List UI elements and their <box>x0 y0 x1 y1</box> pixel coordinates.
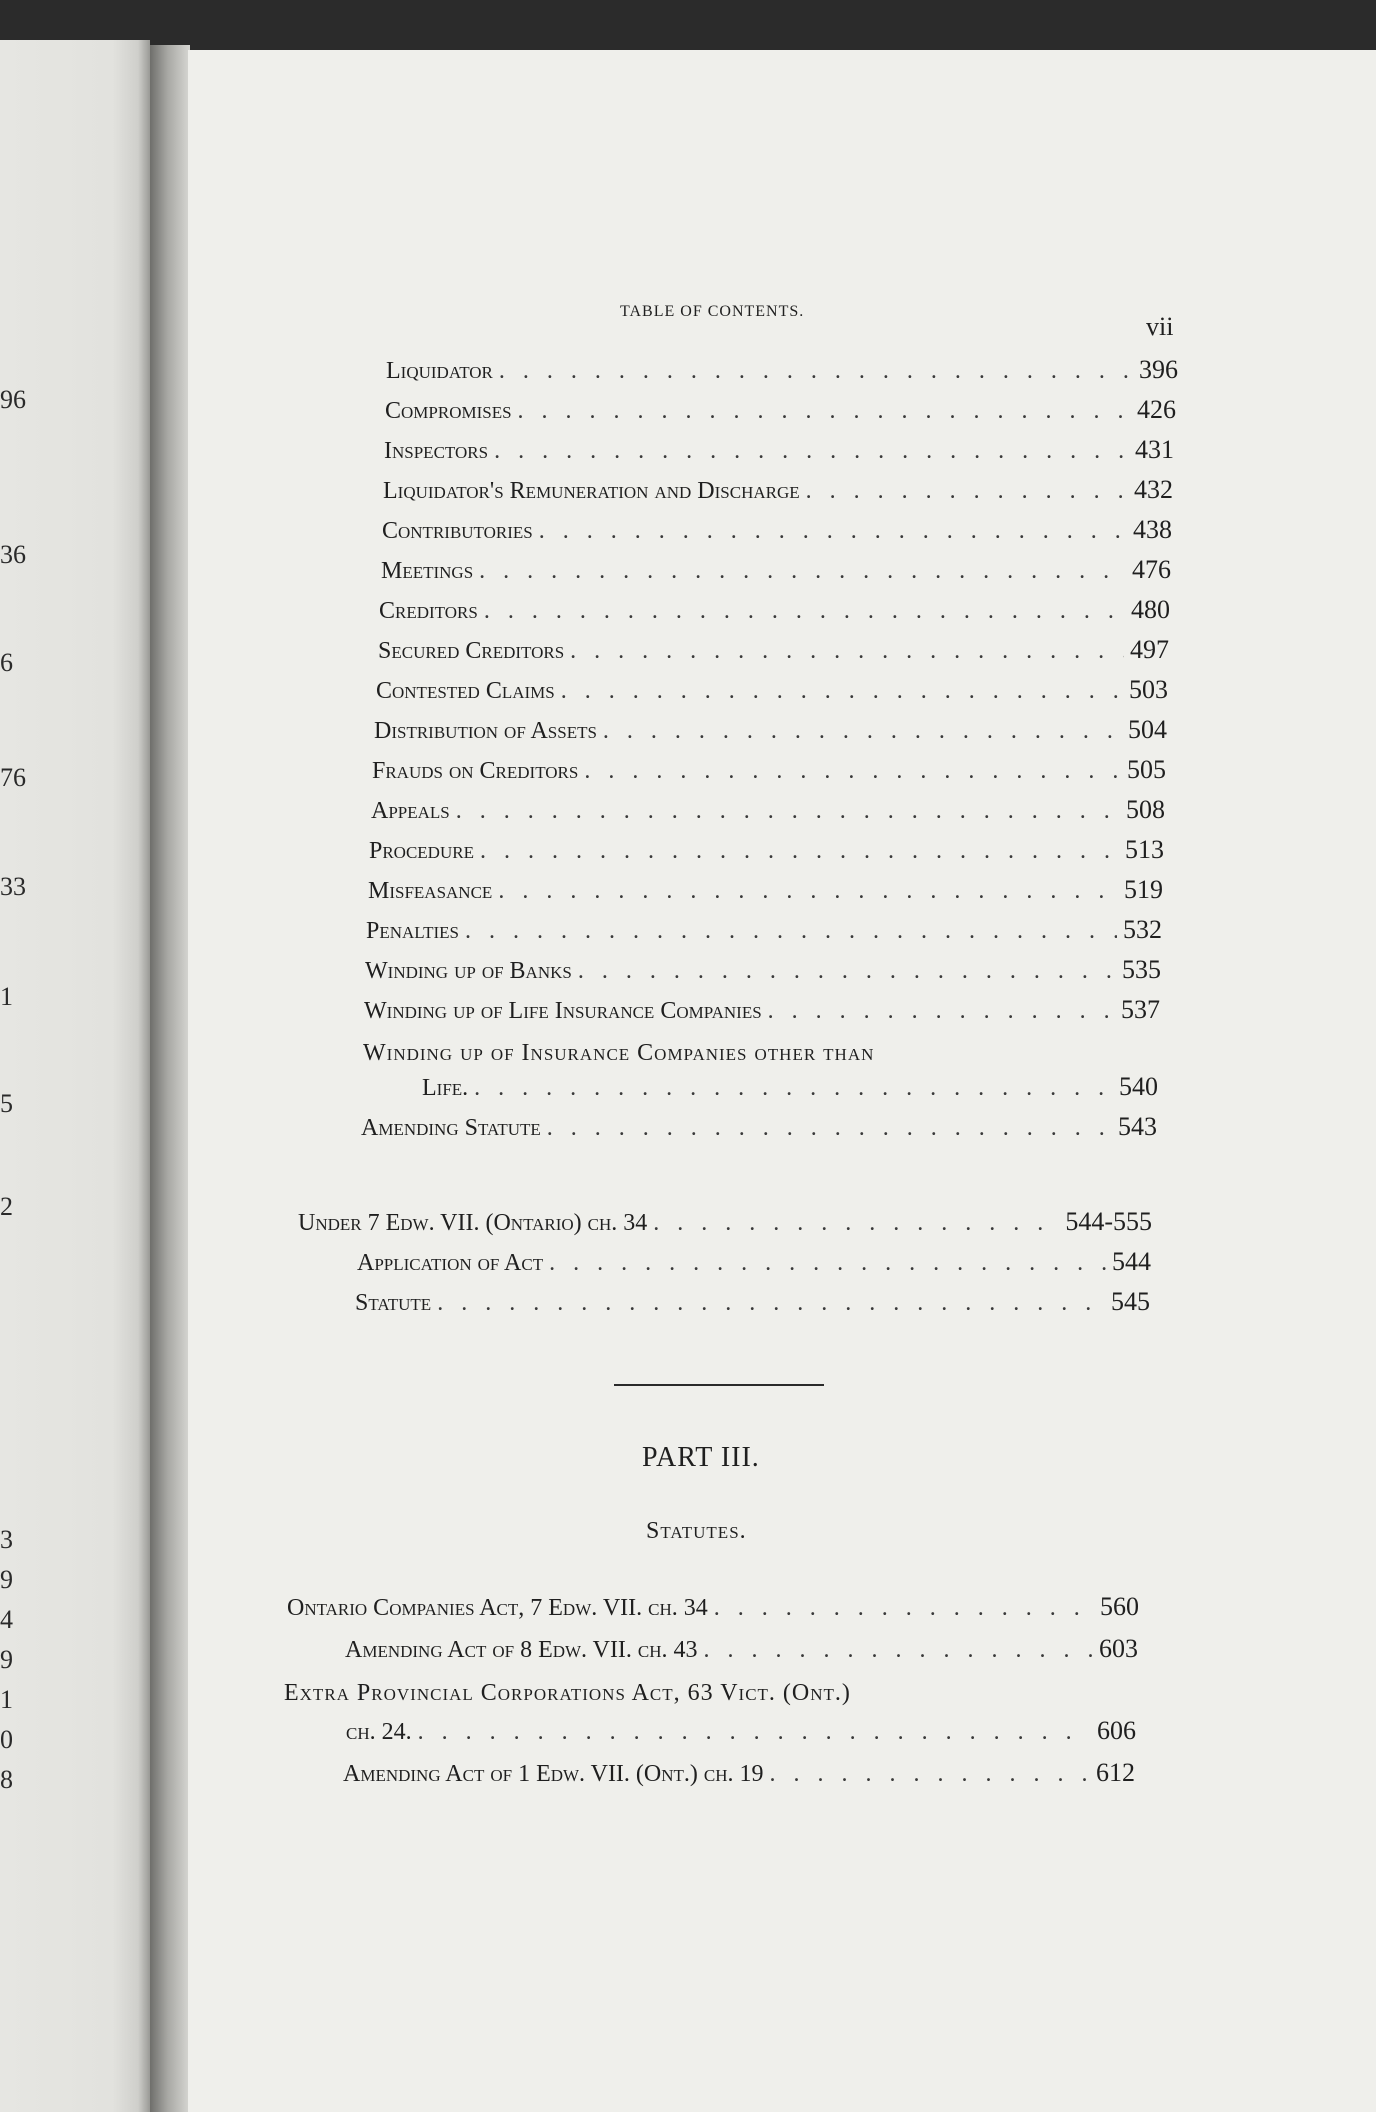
dot-leader <box>465 918 1117 945</box>
dot-leader <box>518 398 1131 425</box>
dot-leader <box>561 678 1123 705</box>
running-header: TABLE OF CONTENTS. <box>620 303 805 320</box>
toc-entry-page: 544 <box>1112 1247 1151 1276</box>
part-subtitle: Statutes. <box>646 1518 747 1544</box>
left-page-number: 9 <box>0 1645 13 1674</box>
left-page-number: 3 <box>0 1525 13 1554</box>
toc-entry-page: 438 <box>1133 515 1172 544</box>
toc-entry-page: 612 <box>1096 1758 1135 1787</box>
toc-entry-label: Penalties <box>366 918 459 944</box>
dot-leader <box>768 998 1115 1025</box>
toc-entry-label: Application of Act <box>357 1250 544 1276</box>
toc-entry-page: 504 <box>1128 715 1167 744</box>
left-page <box>0 40 150 2112</box>
toc-entry <box>382 515 1172 549</box>
toc-entry-page: 535 <box>1122 955 1161 984</box>
toc-entry-page: 544-555 <box>1065 1207 1152 1236</box>
toc-entry-label: Frauds on Creditors <box>372 758 579 784</box>
dot-leader <box>498 878 1118 905</box>
toc-entry <box>361 1112 1157 1146</box>
dot-leader <box>539 518 1127 545</box>
left-page-number: 33 <box>0 872 26 901</box>
toc-entry-label: Winding up of Life Insurance Companies <box>364 998 762 1024</box>
toc-entry-label: Liquidator <box>386 358 493 384</box>
toc-entry-label: Under 7 Edw. VII. (Ontario) ch. 34 <box>298 1210 648 1236</box>
toc-entry-page: 540 <box>1119 1072 1158 1101</box>
dot-leader <box>770 1761 1090 1788</box>
toc-entry-page: 396 <box>1139 355 1178 384</box>
toc-entry-label: Amending Act of 1 Edw. VII. (Ont.) ch. 19 <box>343 1761 764 1787</box>
left-page-number: 1 <box>0 1685 13 1714</box>
left-page-number: 2 <box>0 1192 13 1221</box>
left-page-number: 0 <box>0 1725 13 1754</box>
dot-leader <box>704 1637 1093 1664</box>
left-page-number: 6 <box>0 648 13 677</box>
toc-entry-continuation: Life. <box>422 1075 469 1101</box>
toc-entry-label: Statute <box>355 1290 432 1316</box>
dot-leader <box>653 1210 1059 1237</box>
dot-leader <box>494 438 1129 465</box>
toc-entry-page: 497 <box>1130 635 1169 664</box>
dot-leader <box>480 838 1119 865</box>
toc-entry <box>346 1716 1136 1750</box>
toc-entry-label: Creditors <box>379 598 478 624</box>
left-page-number: 76 <box>0 763 26 792</box>
dot-leader <box>479 558 1126 585</box>
toc-entry <box>374 715 1167 749</box>
toc-entry-page: 513 <box>1125 835 1164 864</box>
section-divider <box>614 1384 824 1386</box>
toc-entry <box>345 1634 1138 1668</box>
left-page-number: 1 <box>0 982 13 1011</box>
toc-entry-label: Distribution of Assets <box>374 718 597 744</box>
toc-entry-page: 503 <box>1129 675 1168 704</box>
toc-entry <box>365 955 1161 989</box>
toc-entry <box>355 1287 1150 1321</box>
toc-entry-label: Ontario Companies Act, 7 Edw. VII. ch. 34 <box>287 1595 708 1621</box>
toc-entry-label: Meetings <box>381 558 474 584</box>
dot-leader <box>418 1719 1091 1746</box>
dot-leader <box>474 1075 1113 1102</box>
toc-entry-page: 505 <box>1127 755 1166 784</box>
dot-leader <box>456 798 1120 825</box>
toc-entry <box>364 995 1160 1029</box>
toc-entry <box>368 875 1163 909</box>
toc-entry-label: Extra Provincial Corporations Act, 63 Vict. (Ont.) <box>284 1680 851 1706</box>
left-page-number: 4 <box>0 1605 13 1634</box>
toc-entry-page: 476 <box>1132 555 1171 584</box>
dot-leader <box>603 718 1122 745</box>
toc-entry <box>422 1072 1158 1106</box>
page-number: vii <box>1146 312 1174 341</box>
toc-entry <box>383 475 1173 509</box>
dot-leader <box>584 758 1121 785</box>
toc-entry <box>343 1758 1135 1792</box>
toc-entry <box>384 435 1174 469</box>
toc-entry-page: 480 <box>1131 595 1170 624</box>
toc-entry-label: Contributories <box>382 518 533 544</box>
left-page-number: 8 <box>0 1765 13 1794</box>
toc-entry-page: 519 <box>1124 875 1163 904</box>
toc-entry-page: 560 <box>1100 1592 1139 1621</box>
toc-entry-label: Contested Claims <box>376 678 555 704</box>
toc-entry-page: 431 <box>1135 435 1174 464</box>
toc-entry-label: Appeals <box>371 798 450 824</box>
dot-leader <box>549 1250 1106 1277</box>
toc-entry-page: 603 <box>1099 1634 1138 1663</box>
left-page-number: 9 <box>0 1565 13 1594</box>
dot-leader <box>578 958 1116 985</box>
toc-entry-page: 543 <box>1118 1112 1157 1141</box>
dot-leader <box>437 1290 1105 1317</box>
dot-leader <box>484 598 1125 625</box>
toc-entry-page: 606 <box>1097 1716 1136 1745</box>
dot-leader <box>806 478 1128 505</box>
toc-entry-page: 537 <box>1121 995 1160 1024</box>
toc-entry-label: Secured Creditors <box>378 638 565 664</box>
left-page-number: 5 <box>0 1089 13 1118</box>
toc-entry-label: Winding up of Banks <box>365 958 572 984</box>
left-page-number: 36 <box>0 540 26 569</box>
toc-entry-label: Misfeasance <box>368 878 493 904</box>
dot-leader <box>547 1115 1112 1142</box>
toc-entry <box>372 755 1166 789</box>
part-title: PART III. <box>642 1442 760 1473</box>
toc-entry <box>386 355 1178 389</box>
toc-entry-label: Liquidator's Remuneration and Discharge <box>383 478 800 504</box>
toc-entry <box>357 1247 1151 1281</box>
toc-entry-page: 545 <box>1111 1287 1150 1316</box>
toc-entry-page: 532 <box>1123 915 1162 944</box>
toc-entry-label: Procedure <box>369 838 474 864</box>
toc-section-heading <box>298 1207 1152 1241</box>
toc-entry <box>379 595 1170 629</box>
toc-entry <box>366 915 1162 949</box>
dot-leader <box>499 358 1133 385</box>
dot-leader <box>570 638 1124 665</box>
toc-entry-page: 426 <box>1137 395 1176 424</box>
toc-entry-label: Compromises <box>385 398 512 424</box>
toc-entry <box>385 395 1176 429</box>
toc-entry <box>376 675 1168 709</box>
toc-entry <box>371 795 1165 829</box>
toc-entry-label: Inspectors <box>384 438 489 464</box>
dot-leader <box>714 1595 1094 1622</box>
toc-entry-label: Winding up of Insurance Companies other than <box>363 1040 875 1066</box>
book-gutter <box>150 45 190 2112</box>
toc-entry <box>381 555 1171 589</box>
toc-entry-continuation: ch. 24. <box>346 1719 412 1745</box>
toc-entry-page: 432 <box>1134 475 1173 504</box>
toc-entry-page: 508 <box>1126 795 1165 824</box>
toc-entry-label: Amending Act of 8 Edw. VII. ch. 43 <box>345 1637 698 1663</box>
toc-entry <box>369 835 1164 869</box>
toc-entry-label: Amending Statute <box>361 1115 541 1141</box>
left-page-number: 96 <box>0 385 26 414</box>
toc-entry <box>287 1592 1139 1626</box>
toc-entry <box>378 635 1169 669</box>
